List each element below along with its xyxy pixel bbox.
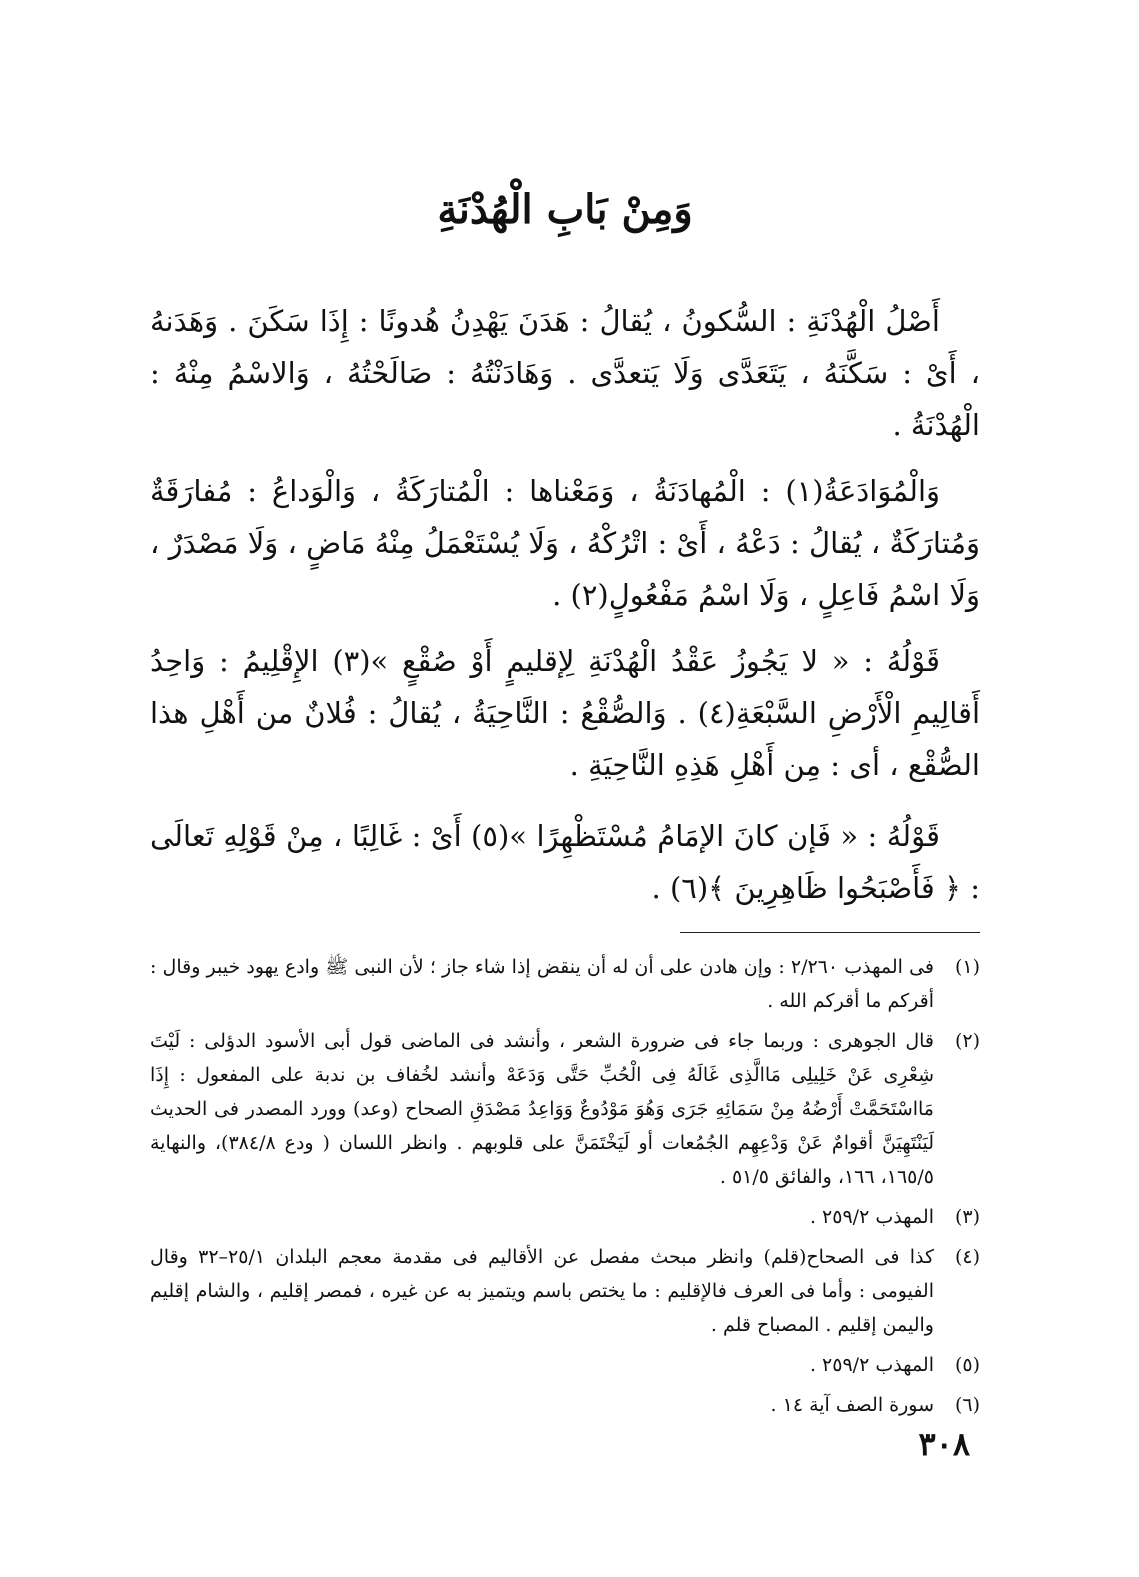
footnote-number: (٣) xyxy=(954,1206,980,1228)
footnote-text: كذا فى الصحاح(قلم) وانظر مبحث مفصل عن الأقاليم فى مقدمة معجم البلدان ٢٥/١–٣٢ وقال الفيومى : وأما فى العرف فالإقليم : ما يختص باسم ويتميز به عن غيره ، فمصر إقليم ، والشام إقليم واليمن إقليم . المصباح قلم . xyxy=(150,1246,934,1336)
document-page xyxy=(150,0,980,1577)
footnote-item xyxy=(150,1024,980,1194)
footnote-number: (٤) xyxy=(954,1246,980,1268)
footnote-text: المهذب ٢٥٩/٢ . xyxy=(809,1206,934,1228)
footnote-text: المهذب ٢٥٩/٢ . xyxy=(809,1354,934,1376)
footnote-text: قال الجوهرى : وربما جاء فى ضرورة الشعر ، وأنشد فى الماضى قول أبى الأسود الدؤلى : لَيْتَ شِعْرِى عَنْ خَلِيلِى مَاالَّذِى غَالَهُ فِى الْحُبِّ حَتَّى وَدَعَهْ وأنشد لخُفاف بن ندبة على المفعول : إِذَا مَااسْتَحَمَّتْ أَرْضُهُ مِنْ سَمَائِهِ جَرَى وَهُوَ مَوْدُوعٌ وَوَاعِدُ مَصْدَقِ الصحاح (وعد) وورد المصدر فى الحديث لَيَنْتَهِيَنَّ أقوامٌ عَنْ وَدْعِهِم الجُمُعات أو لَيَخْتَمَنَّ على قلوبهم . وانظر اللسان ( ودع ٣٨٤/٨)، والنهاية ١٦٥/٥، ١٦٦، والفائق ٥١/٥ . xyxy=(150,1030,934,1188)
chapter-title: وَمِنْ بَابِ الْهُدْنَةِ xyxy=(437,186,693,233)
footnote-item xyxy=(150,1348,980,1382)
footnote-text: فى المهذب ٢/٢٦٠ : وإن هادن على أن له أن ينقض إذا شاء جاز ؛ لأن النبى ﷺ وادع يهود خيبر وقال : أقركم ما أقركم الله . xyxy=(150,956,934,1012)
paragraph-mustazhir: قَوْلُهُ : « فَإن كانَ الإمَامُ مُسْتَظْهِرًا »(٥) أَىْ : غَالِبًا ، مِنْ قَوْلِهِ تَعالَى : ﴿ فَأَصْبَحُوا ظَاهِرِينَ ﴾(٦) . xyxy=(150,819,980,905)
paragraph-hudna-definition: أَصْلُ الْهُدْنَةِ : السُّكونُ ، يُقالُ : هَدَنَ يَهْدِنُ هُدونًا : إِذَا سَكَنَ . وَهَدَنهُ ، أَىْ : سَكَّنَهُ ، يَتَعَدَّى وَلَا يَتعدَّى . وَهَادَنْتُهُ : صَالَحْتُهُ ، وَالاسْمُ مِنْهُ : الْهُدْنَةُ . xyxy=(150,304,980,442)
footnote-item xyxy=(150,1388,980,1422)
footnote-number: (٦) xyxy=(954,1394,980,1416)
footnote-item xyxy=(150,1240,980,1342)
footnote-item xyxy=(150,950,980,1018)
footnote-divider xyxy=(680,932,980,933)
footnote-number: (١) xyxy=(954,956,980,978)
page-number: ٣٠٨ xyxy=(918,1425,970,1463)
footnotes-list xyxy=(150,950,980,1428)
footnote-text: سورة الصف آية ١٤ . xyxy=(770,1394,934,1416)
footnote-number: (٢) xyxy=(954,1030,980,1052)
paragraph-iqlim: قَوْلُهُ : « لا يَجُوزُ عَقْدُ الْهُدْنَةِ لِإقليمٍ أَوْ صُقْعٍ »(٣) الإِقْلِيمُ : وَاحِدُ أَقالِيمِ الْأَرْضِ السَّبْعَةِ(٤) . وَالصُّقْعُ : النَّاحِيَةُ ، يُقالُ : فُلانٌ من أَهْلِ هذا الصُّقْع ، أى : مِن أَهْلِ هَذِهِ النَّاحِيَةِ . xyxy=(150,644,981,782)
paragraph-muwadaa: وَالْمُوَادَعَةُ(١) : الْمُهادَنَةُ ، وَمَعْناها : الْمُتارَكَةُ ، وَالْوَداعُ : مُفارَقَةٌ وَمُتارَكَةٌ ، يُقالُ : دَعْهُ ، أَىْ : اتْرُكْهُ ، وَلَا يُسْتَعْمَلُ مِنْهُ مَاضٍ ، وَلَا مَصْدَرٌ ، وَلَا اسْمُ فَاعِلٍ ، وَلَا اسْمُ مَفْعُولٍ(٢) . xyxy=(150,474,980,612)
footnote-item xyxy=(150,1200,980,1234)
footnote-number: (٥) xyxy=(954,1354,980,1376)
